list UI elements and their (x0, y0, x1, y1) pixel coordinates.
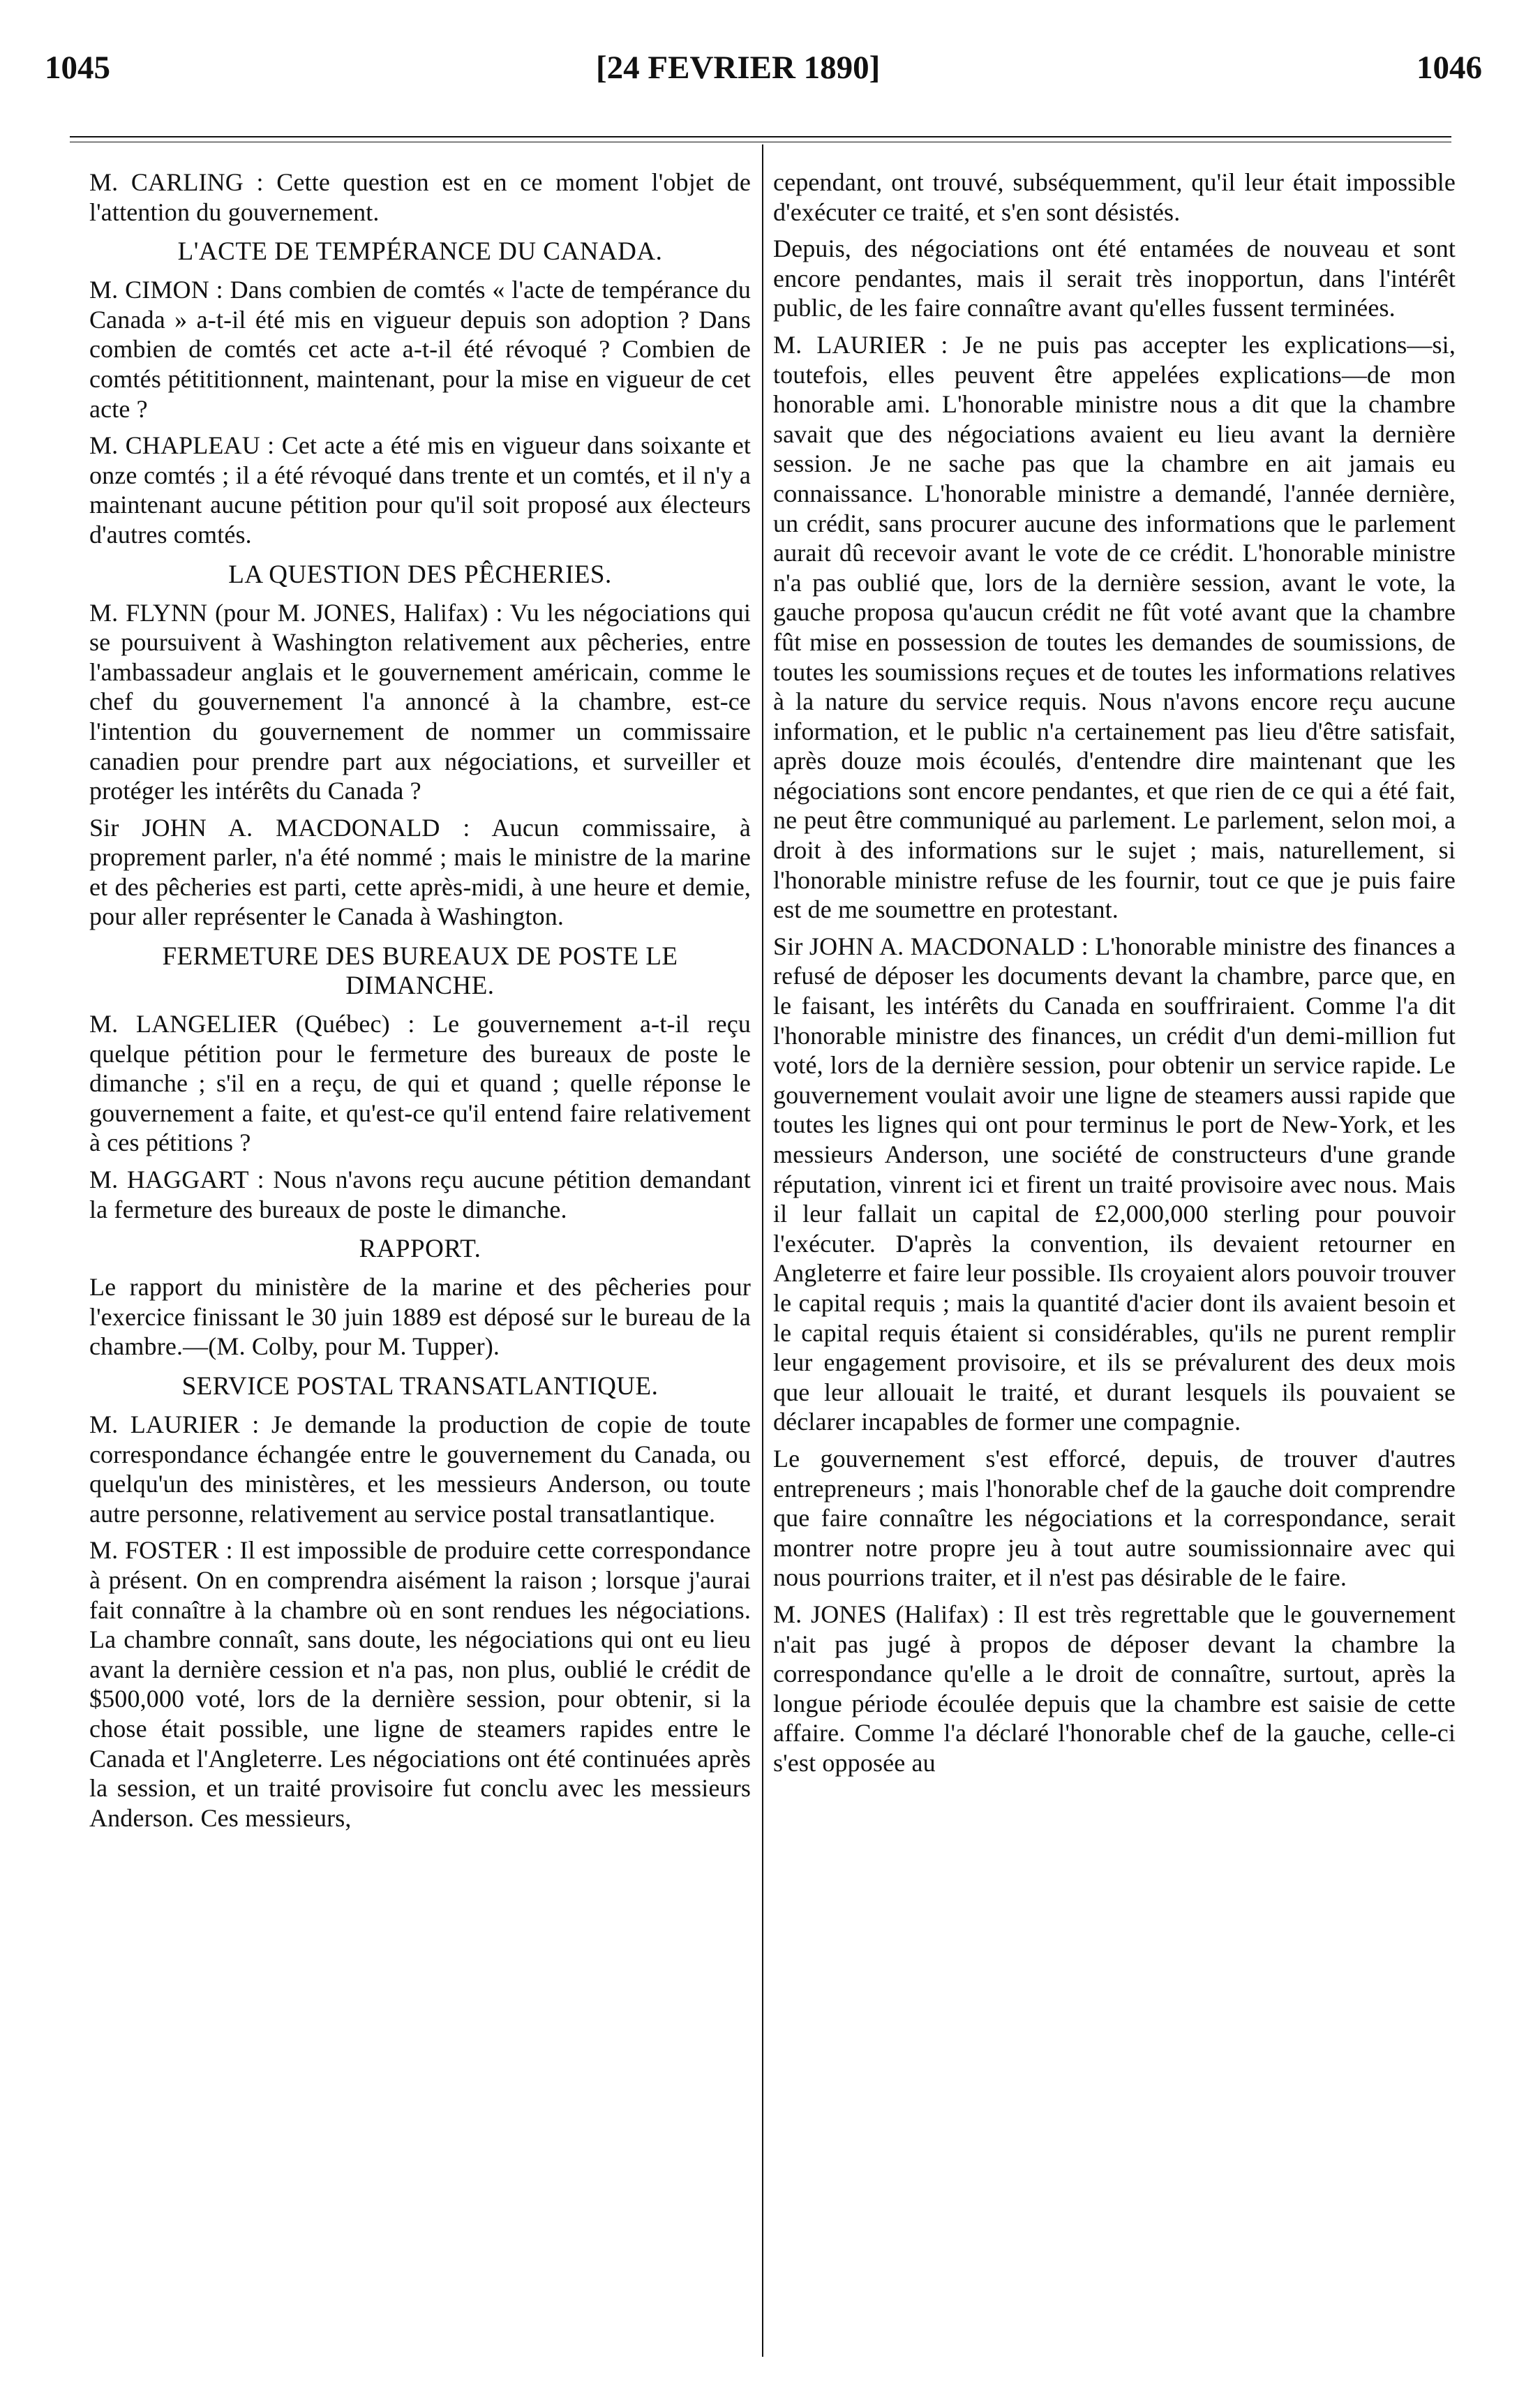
page-number-left: 1045 (45, 50, 110, 86)
section-heading: RAPPORT. (359, 1235, 481, 1264)
paragraph-text: Cet acte a été mis en vigueur dans soixante et onze comtés ; il a été révoqué dans trente et un comtés, et il n'y a maintenant aucune pétition pour qu'il soit proposé aux électeurs d'autres comtés. (89, 431, 752, 549)
paragraph (773, 330, 1456, 925)
paragraph-text: Il est très regrettable que le gouvernement n'ait pas jugé à propos de déposer devant la chambre la correspondance qu'elle a le droit de connaître, surtout, après la longue période écoulée depuis que la chambre est saisie de cette affaire. Comme l'a déclaré l'honorable chef de la gauche, celle-ci s'est opposée au (773, 1600, 1456, 1777)
paragraph (89, 1165, 751, 1224)
section-heading: LA QUESTION DES PÊCHERIES. (228, 560, 612, 589)
paragraph-text: Il est impossible de produire cette correspondance à présent. On en comprendra aisément la raison ; lorsque j'aurai fait connaître à la chambre où en sont rendues les négociations. La chambre connaît, sans doute, les négociations qui ont eu lieu avant la dernière cession et n'a pas, non plus, oublié le crédit de $500,000 voté, lors de la dernière session, pour obtenir, si la chose était possible, une ligne de steamers rapides entre le Canada et l'Angleterre. Les négociations ont été continuées après la session, et un traité provisoire fut conclu avec les messieurs Anderson. Ces messieurs, (89, 1536, 752, 1832)
speaker-name: M. FOSTER : (89, 1536, 233, 1565)
paragraph (89, 167, 751, 227)
column-divider (762, 144, 763, 2357)
page-header (45, 49, 1482, 98)
speaker-name: M. CARLING : (89, 168, 264, 196)
paragraph (773, 932, 1456, 1437)
speaker-name: M. FLYNN (pour M. JONES, Halifax) : (89, 598, 503, 627)
paragraph (773, 1444, 1456, 1593)
speaker-name: M. CHAPLEAU : (89, 431, 275, 460)
paragraph (89, 598, 751, 806)
paragraph (773, 234, 1456, 323)
paragraph-text: Le gouvernement s'est efforcé, depuis, de trouver d'autres entrepreneurs ; mais l'honorable chef de la gauche doit comprendre que faire connaître les négociations et la correspondance, serait montrer notre propre jeu à tout autre soumissionnaire avec qui nous pourrions traiter, et il n'est pas désirable de le faire. (773, 1444, 1456, 1592)
section-heading: SERVICE POSTAL TRANSATLANTIQUE. (181, 1372, 659, 1401)
paragraph (89, 431, 751, 549)
speaker-name: M. LANGELIER (Québec) : (89, 1010, 415, 1038)
paragraph-text: Nous n'avons reçu aucune pétition demandant la fermeture des bureaux de poste le dimanche. (89, 1165, 751, 1223)
speaker-name: Sir JOHN A. MACDONALD : (89, 813, 470, 842)
paragraph-text: Je demande la production de copie de toute correspondance échangée entre le gouvernement du Canada, ou quelqu'un des ministères, et les messieurs Anderson, ou toute autre personne, relativement au service postal transatlantique. (89, 1410, 751, 1528)
paragraph-text: Je ne puis pas accepter les explications—si, toutefois, elles peuvent être appelées explications—de mon honorable ami. L'honorable ministre nous a dit que la chambre savait que des négociations avaient eu lieu avant la dernière session. Je ne sache pas que la chambre en ait jamais eu connaissance. L'honorable ministre a demandé, l'année dernière, un crédit, sans procurer aucune des informations que le parlement aurait dû recevoir avant le vote de ce crédit. L'honorable ministre n'a pas oublié que, lors de la dernière session, avant le vote, la gauche proposa qu'aucun crédit ne fût voté avant que la chambre fût mise en possession de toutes les demandes de soumissions, de toutes les soumissions reçues et de toutes les informations relatives à la nature du service requis. Nous n'avons encore reçu aucune information, et le public n'a certainement pas lieu d'être satisfait, après douze mois écoulés, d'entendre dire maintenant que les négociations sont encore pendantes, et que rien de ce qui a été fait, ne peut être communiqué au parlement. Le parlement, selon moi, a droit à des informations sur le sujet ; mais, naturellement, si l'honorable ministre refuse de les fournir, tout ce que je puis faire est de me soumettre en protestant. (773, 330, 1456, 924)
speaker-name: M. LAURIER : (89, 1410, 260, 1438)
paragraph (89, 1272, 751, 1362)
paragraph (773, 1600, 1456, 1778)
speaker-name: M. LAURIER : (773, 330, 948, 359)
paragraph-text: Cette question est en ce moment l'objet de l'attention du gouvernement. (89, 168, 752, 226)
section-heading: L'ACTE DE TEMPÉRANCE DU CANADA. (177, 237, 663, 267)
paragraph (89, 1009, 751, 1158)
paragraph-text: L'honorable ministre des finances a refusé de déposer les documents devant la chambre, parce que, en le faisant, les intérêts du Canada en souffriraient. Comme l'a dit l'honorable ministre des finances, un crédit d'un demi-million fut voté, lors de la dernière session, pour obtenir un service rapide. Le gouvernement voulait avoir une ligne de steamers aussi rapide que toutes les lignes qui ont pour terminus le port de New-York, et les messieurs Anderson, une société de constructeurs d'une grande réputation, vinrent ici et firent un traité provisoire avec nous. Mais il leur fallait un capital de £2,000,000 sterling pour pouvoir l'exécuter. D'après la convention, ils devaient retourner en Angleterre et faire leur possible. Ils croyaient alors pouvoir trouver le capital requis ; mais la quantité d'acier dont ils avaient besoin et le capital requis étaient si considérables, qu'ils ne purent remplir leur engagement provisoire, et ils se prévalurent des deux mois que leur allouait le traité, et durant lesquels ils pouvaient se déclarer incapables de former une compagnie. (773, 932, 1456, 1436)
right-column (773, 167, 1456, 1785)
paragraph (89, 1535, 751, 1833)
paragraph-text: Le rapport du ministère de la marine et des pêcheries pour l'exercice finissant le 30 juin 1889 est déposé sur le bureau de la chambre.—(M. Colby, pour M. Tupper). (89, 1273, 751, 1361)
left-column (89, 167, 751, 1840)
paragraph (773, 167, 1456, 227)
speaker-name: M. HAGGART : (89, 1165, 264, 1194)
paragraph-text: Depuis, des négociations ont été entamées de nouveau et sont encore pendantes, mais il serait très inopportun, dans l'intérêt public, de les faire connaître avant qu'elles fussent terminées. (773, 234, 1456, 322)
paragraph-text: Aucun commissaire, à proprement parler, n'a été nommé ; mais le ministre de la marine et des pêcheries est parti, cette après-midi, à une heure et demie, pour aller représenter le Canada à Washington. (89, 813, 752, 931)
speaker-name: Sir JOHN A. MACDONALD : (773, 932, 1089, 960)
paragraph-text: Dans combien de comtés « l'acte de tempérance du Canada » a-t-il été mis en vigueur depuis son adoption ? Dans combien de comtés cet acte a-t-il été révoqué ? Combien de comtés pétititionnent, maintenant, pour la mise en vigueur de cet acte ? (89, 276, 751, 423)
page-number-right: 1046 (1416, 50, 1482, 86)
paragraph-text: Vu les négociations qui se poursuivent à Washington relativement aux pêcheries, entre l'ambassadeur anglais et le gouvernement américain, comme le chef du gouvernement l'a annoncé à la chambre, est-ce l'intention du gouvernement de nommer un commissaire canadien pour prendre part aux négociations, et surveiller et protéger les intérêts du Canada ? (89, 598, 752, 805)
speaker-name: M. JONES (Halifax) : (773, 1600, 1005, 1628)
paragraph-text: cependant, ont trouvé, subséquemment, qu'il leur était impossible d'exécuter ce traité, et s'en sont désistés. (773, 168, 1456, 226)
paragraph-text: Le gouvernement a-t-il reçu quelque pétition pour le fermeture des bureaux de poste le dimanche ; s'il en a reçu, de qui et quand ; quelle réponse le gouvernement a faite, et qu'est-ce qu'il entend faire relativement à ces pétitions ? (89, 1010, 751, 1157)
speaker-name: M. CIMON : (89, 276, 223, 304)
paragraph (89, 813, 751, 932)
section-heading: FERMETURE DES BUREAUX DE POSTE LE DIMANCHE. (162, 942, 678, 1001)
paragraph (89, 275, 751, 424)
paragraph (89, 1410, 751, 1528)
header-rule (70, 136, 1451, 137)
page-date: [24 FEVRIER 1890] (596, 50, 881, 86)
